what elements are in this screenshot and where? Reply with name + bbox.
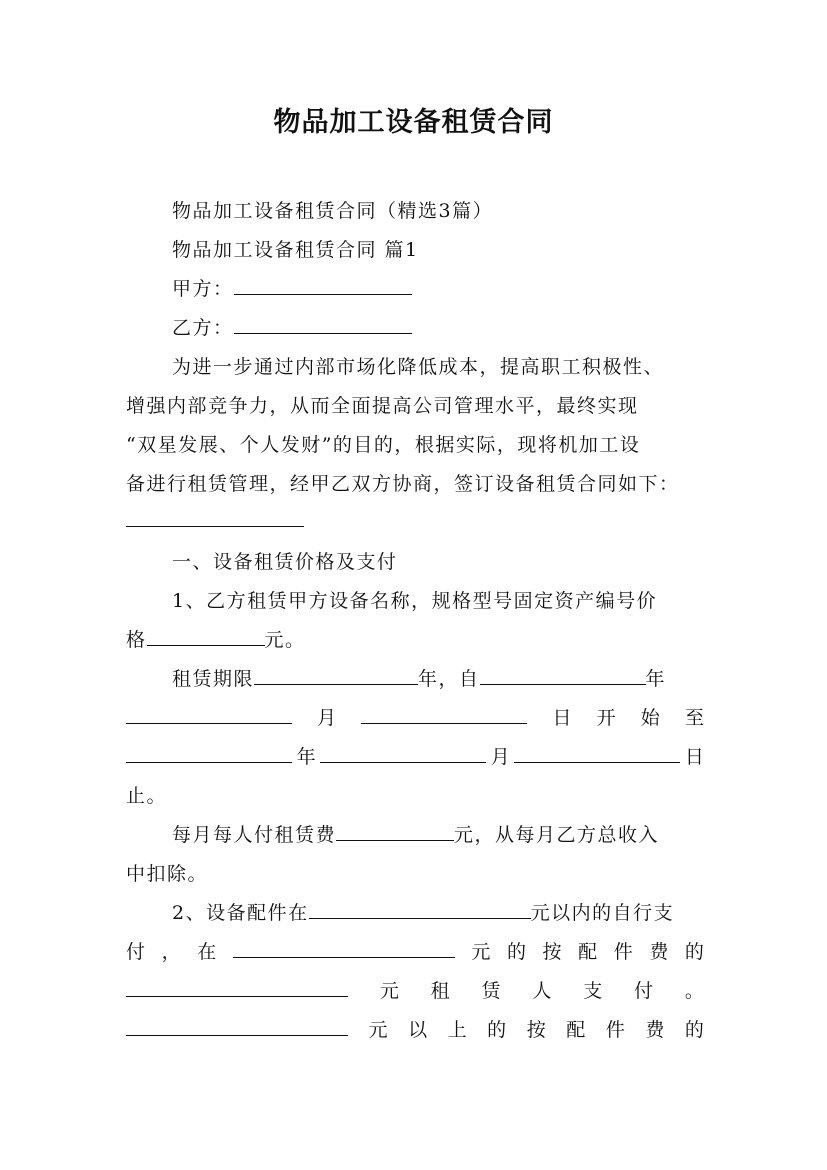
party-a-blank[interactable] [234, 276, 412, 295]
item-2d-char-4: 的 [487, 1019, 507, 1041]
item-2c-char-1: 元 [379, 980, 399, 1002]
item-1-price-prefix: 格 [126, 629, 147, 651]
term-year-label: 年 [645, 668, 667, 690]
term-end-month-blank[interactable] [320, 744, 486, 763]
intro-line-1: 为进一步通过内部市场化降低成本，提高职工积极性、 [172, 356, 665, 378]
subtitle-selected: 物品加工设备租赁合同（精选3篇） [172, 200, 494, 222]
item-2d-char-3: 上 [447, 1019, 467, 1041]
party-b-blank[interactable] [234, 315, 412, 334]
intro-blank-line [126, 508, 704, 534]
term-years-blank[interactable] [254, 666, 418, 685]
item-2-comma: ， [161, 941, 181, 963]
item-2b-char-7: 的 [684, 941, 704, 963]
item-2c-char-7: 。 [684, 980, 704, 1002]
item-2b-char-1: 元 [471, 941, 491, 963]
party-a-line [172, 276, 704, 302]
item-2c-char-2: 租 [430, 980, 450, 1002]
item-2-third-blank[interactable] [126, 978, 348, 997]
item-2-amount-blank[interactable] [309, 900, 531, 919]
item-2-suffix: 元以内的自行支 [530, 902, 675, 924]
item-2c-char-5: 支 [583, 980, 603, 1002]
term-day-char-1: 日 [552, 707, 572, 729]
intro-blank[interactable] [126, 508, 304, 527]
fee-label: 每月每人付租赁费 [172, 824, 337, 846]
item-2b-char-6: 费 [649, 941, 669, 963]
item-2c-char-3: 赁 [481, 980, 501, 1002]
fee-blank[interactable] [336, 822, 454, 841]
item-2d-char-5: 按 [526, 1019, 546, 1041]
item-2-char-fu: 付 [126, 941, 146, 963]
term-start-month-blank[interactable] [126, 705, 292, 724]
item-1-price-unit: 元。 [264, 629, 306, 651]
intro-line-4: 备进行租赁管理，经甲乙双方协商，签订设备租赁合同如下： [126, 473, 680, 495]
term-month-label: 月 [317, 707, 337, 729]
term-day-char-4: 至 [684, 707, 704, 729]
item-2d-char-7: 件 [605, 1019, 625, 1041]
item-2d-char-2: 以 [408, 1019, 428, 1041]
term-end-line: 止。 [126, 785, 168, 807]
term-line-2 [126, 705, 704, 731]
term-end-year-label: 年 [296, 746, 316, 768]
item-2b-char-2: 的 [506, 941, 526, 963]
section-1-heading: 一、设备租赁价格及支付 [172, 551, 398, 573]
intro-line-2: 增强内部竞争力，从而全面提高公司管理水平，最终实现 [126, 395, 639, 417]
item-2c-char-6: 付 [634, 980, 654, 1002]
term-line-1 [172, 666, 704, 692]
item-2b-char-4: 配 [578, 941, 598, 963]
item-2-line-4 [126, 1017, 704, 1043]
term-label: 租赁期限 [172, 668, 255, 690]
fee-line-1 [172, 822, 704, 848]
item-2c-char-4: 人 [532, 980, 552, 1002]
term-day-char-2: 开 [596, 707, 616, 729]
item-2-fourth-blank[interactable] [126, 1017, 348, 1036]
party-b-label: 乙方： [172, 317, 234, 339]
item-2d-char-8: 费 [645, 1019, 665, 1041]
item-2-line-2 [126, 939, 704, 965]
item-2d-char-1: 元 [368, 1019, 388, 1041]
item-2b-char-3: 按 [542, 941, 562, 963]
term-start-day-blank[interactable] [361, 705, 527, 724]
term-start-year-blank[interactable] [480, 666, 646, 685]
item-1-price-blank[interactable] [147, 627, 265, 646]
item-2-char-zai: 在 [197, 941, 217, 963]
party-a-label: 甲方： [172, 278, 234, 300]
term-end-month-label: 月 [490, 746, 510, 768]
item-2d-char-9: 的 [684, 1019, 704, 1041]
term-line-3 [126, 744, 704, 770]
item-2-second-blank[interactable] [233, 939, 455, 958]
item-2-line-1 [172, 900, 704, 926]
term-day-char-3: 始 [640, 707, 660, 729]
party-b-line [172, 315, 704, 341]
item-2b-char-5: 件 [613, 941, 633, 963]
term-end-day-label: 日 [684, 746, 704, 768]
intro-line-3: “双星发展、个人发财”的目的，根据实际，现将机加工设 [126, 434, 641, 456]
subtitle-part-1: 物品加工设备租赁合同 篇1 [172, 239, 419, 261]
item-1-line-1: 1、乙方租赁甲方设备名称，规格型号固定资产编号价 [172, 590, 658, 612]
term-year-from: 年，自 [418, 668, 480, 690]
item-1-line-2 [126, 627, 704, 653]
item-2-prefix: 2、设备配件在 [172, 902, 309, 924]
term-end-day-blank[interactable] [514, 744, 680, 763]
fee-tail: 元，从每月乙方总收入 [454, 824, 660, 846]
document-title: 物品加工设备租赁合同 [273, 107, 554, 138]
item-2d-char-6: 配 [566, 1019, 586, 1041]
item-2-line-3 [126, 978, 704, 1004]
fee-line-2: 中扣除。 [126, 863, 209, 885]
term-end-year-blank[interactable] [126, 744, 292, 763]
